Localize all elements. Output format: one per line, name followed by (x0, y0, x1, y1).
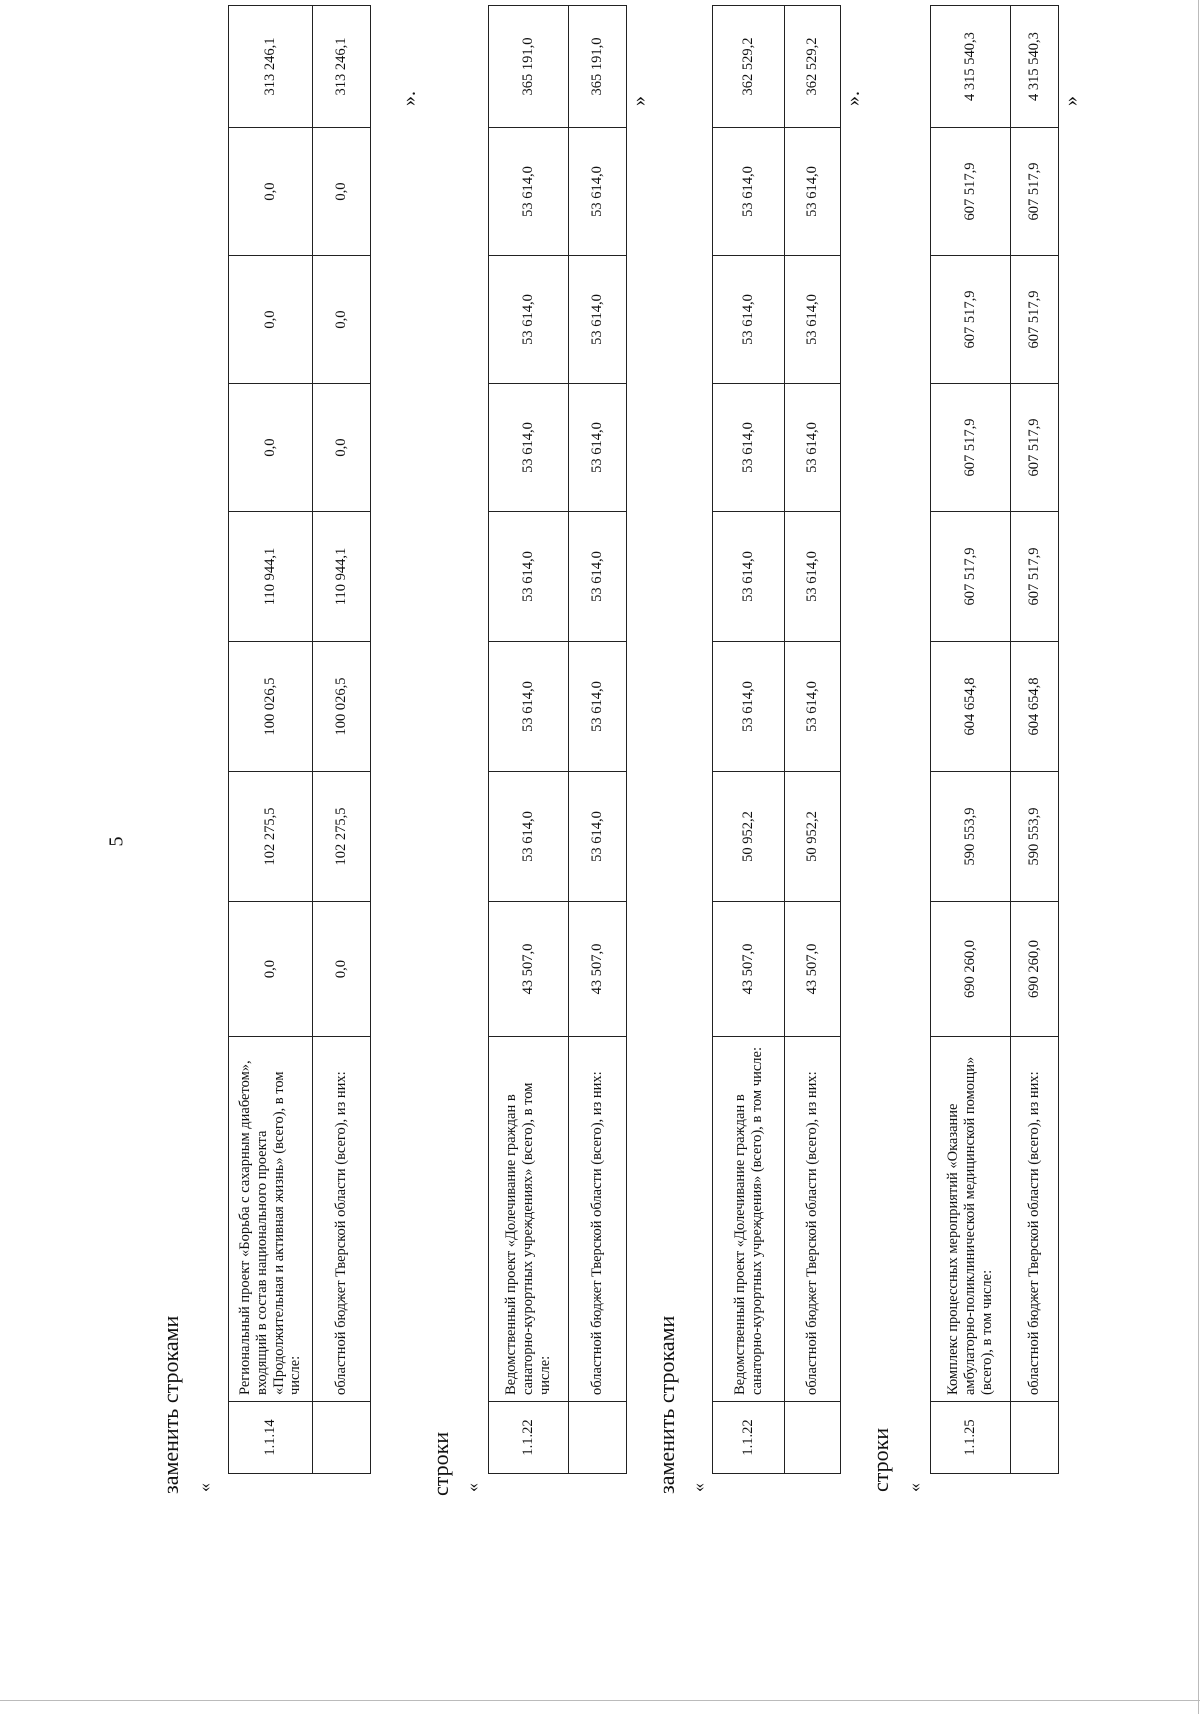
value-cell: 53 614,0 (713, 642, 785, 772)
value-cell: 4 315 540,3 (1011, 6, 1059, 128)
table-row (313, 6, 371, 1474)
value-cell: 53 614,0 (785, 128, 841, 256)
value-cell: 100 026,5 (313, 642, 371, 772)
value-cell: 43 507,0 (785, 902, 841, 1037)
row-code: 1.1.25 (931, 1402, 1011, 1474)
row-name: Региональный проект «Борьба с сахарным диабетом», входящий в состав национального проекта «Продолжительная и активная жизнь» (всего), в том числе: (229, 1037, 313, 1402)
value-cell: 362 529,2 (785, 6, 841, 128)
value-cell: 313 246,1 (229, 6, 313, 128)
value-cell: 53 614,0 (713, 256, 785, 384)
value-cell: 53 614,0 (489, 642, 569, 772)
value-cell: 53 614,0 (785, 384, 841, 512)
value-cell: 53 614,0 (569, 128, 627, 256)
value-cell: 313 246,1 (313, 6, 371, 128)
row-code (785, 1402, 841, 1474)
row-name: областной бюджет Тверской области (всего), из них: (1011, 1037, 1059, 1402)
value-cell: 362 529,2 (713, 6, 785, 128)
section-4-label: строки (868, 1427, 893, 1492)
value-cell: 0,0 (313, 128, 371, 256)
value-cell: 607 517,9 (931, 384, 1011, 512)
row-code: 1.1.22 (489, 1402, 569, 1474)
value-cell: 0,0 (313, 384, 371, 512)
value-cell: 53 614,0 (569, 256, 627, 384)
scan-edge-line (0, 1700, 1200, 1701)
value-cell: 53 614,0 (569, 772, 627, 902)
value-cell: 110 944,1 (313, 512, 371, 642)
row-name: Комплекс процессных мероприятий «Оказание амбулаторно-поликлинической медицинской помощи» (всего), в том числе: (931, 1037, 1011, 1402)
page-number: 5 (105, 836, 128, 847)
value-cell: 365 191,0 (489, 6, 569, 128)
value-cell: 590 553,9 (931, 772, 1011, 902)
value-cell: 4 315 540,3 (931, 6, 1011, 128)
value-cell: 53 614,0 (569, 642, 627, 772)
value-cell: 53 614,0 (489, 384, 569, 512)
section-1-label: заменить строками (158, 1315, 183, 1494)
section-3-table (712, 5, 841, 1474)
value-cell: 607 517,9 (931, 256, 1011, 384)
value-cell: 690 260,0 (931, 902, 1011, 1037)
row-code: 1.1.14 (229, 1402, 313, 1474)
row-code (569, 1402, 627, 1474)
value-cell: 53 614,0 (569, 384, 627, 512)
value-cell: 690 260,0 (1011, 902, 1059, 1037)
value-cell: 607 517,9 (1011, 512, 1059, 642)
section-1-open-quote: « (194, 1483, 214, 1492)
section-3-label: заменить строками (654, 1315, 679, 1494)
value-cell: 100 026,5 (229, 642, 313, 772)
section-1-table (228, 5, 371, 1474)
value-cell: 53 614,0 (785, 642, 841, 772)
section-2-close-mark: » (628, 96, 650, 106)
value-cell: 102 275,5 (229, 772, 313, 902)
row-name: Ведомственный проект «Долечивание граждан в санаторно-курортных учреждениях» (всего), в том числе: (489, 1037, 569, 1402)
value-cell: 365 191,0 (569, 6, 627, 128)
value-cell: 53 614,0 (489, 772, 569, 902)
value-cell: 0,0 (313, 902, 371, 1037)
row-name: областной бюджет Тверской области (всего), из них: (785, 1037, 841, 1402)
value-cell: 50 952,2 (713, 772, 785, 902)
section-2-label: строки (428, 1431, 453, 1496)
value-cell: 53 614,0 (489, 128, 569, 256)
row-code: 1.1.22 (713, 1402, 785, 1474)
row-code (313, 1402, 371, 1474)
value-cell: 607 517,9 (1011, 256, 1059, 384)
table-row (569, 6, 627, 1474)
value-cell: 607 517,9 (931, 512, 1011, 642)
row-code (1011, 1402, 1059, 1474)
section-1-close-mark: ». (398, 91, 420, 106)
value-cell: 0,0 (229, 902, 313, 1037)
value-cell: 43 507,0 (489, 902, 569, 1037)
value-cell: 607 517,9 (1011, 384, 1059, 512)
value-cell: 607 517,9 (1011, 128, 1059, 256)
value-cell: 53 614,0 (713, 512, 785, 642)
section-4-open-quote: « (904, 1483, 924, 1492)
section-4-table (930, 5, 1059, 1474)
value-cell: 53 614,0 (785, 512, 841, 642)
row-name: областной бюджет Тверской области (всего), из них: (569, 1037, 627, 1402)
row-name: Ведомственный проект «Долечивание граждан в санаторно-курортных учреждения» (всего), в том числе: (713, 1037, 785, 1402)
value-cell: 43 507,0 (713, 902, 785, 1037)
value-cell: 53 614,0 (489, 256, 569, 384)
table-row (785, 6, 841, 1474)
value-cell: 590 553,9 (1011, 772, 1059, 902)
table-row (1011, 6, 1059, 1474)
scan-edge-line (1198, 0, 1199, 1714)
value-cell: 0,0 (229, 256, 313, 384)
section-4-close-mark: » (1060, 96, 1082, 106)
section-3-open-quote: « (688, 1483, 708, 1492)
value-cell: 0,0 (229, 128, 313, 256)
value-cell: 53 614,0 (713, 128, 785, 256)
table-row (713, 6, 785, 1474)
value-cell: 53 614,0 (489, 512, 569, 642)
value-cell: 0,0 (229, 384, 313, 512)
section-2-table (488, 5, 627, 1474)
table-row (931, 6, 1011, 1474)
value-cell: 604 654,8 (931, 642, 1011, 772)
value-cell: 607 517,9 (931, 128, 1011, 256)
value-cell: 53 614,0 (785, 256, 841, 384)
table-row (229, 6, 313, 1474)
section-3-close-mark: ». (842, 91, 864, 106)
value-cell: 102 275,5 (313, 772, 371, 902)
section-2-open-quote: « (462, 1483, 482, 1492)
value-cell: 110 944,1 (229, 512, 313, 642)
value-cell: 50 952,2 (785, 772, 841, 902)
row-name: областной бюджет Тверской области (всего), из них: (313, 1037, 371, 1402)
value-cell: 53 614,0 (569, 512, 627, 642)
value-cell: 43 507,0 (569, 902, 627, 1037)
table-row (489, 6, 569, 1474)
value-cell: 0,0 (313, 256, 371, 384)
value-cell: 604 654,8 (1011, 642, 1059, 772)
value-cell: 53 614,0 (713, 384, 785, 512)
